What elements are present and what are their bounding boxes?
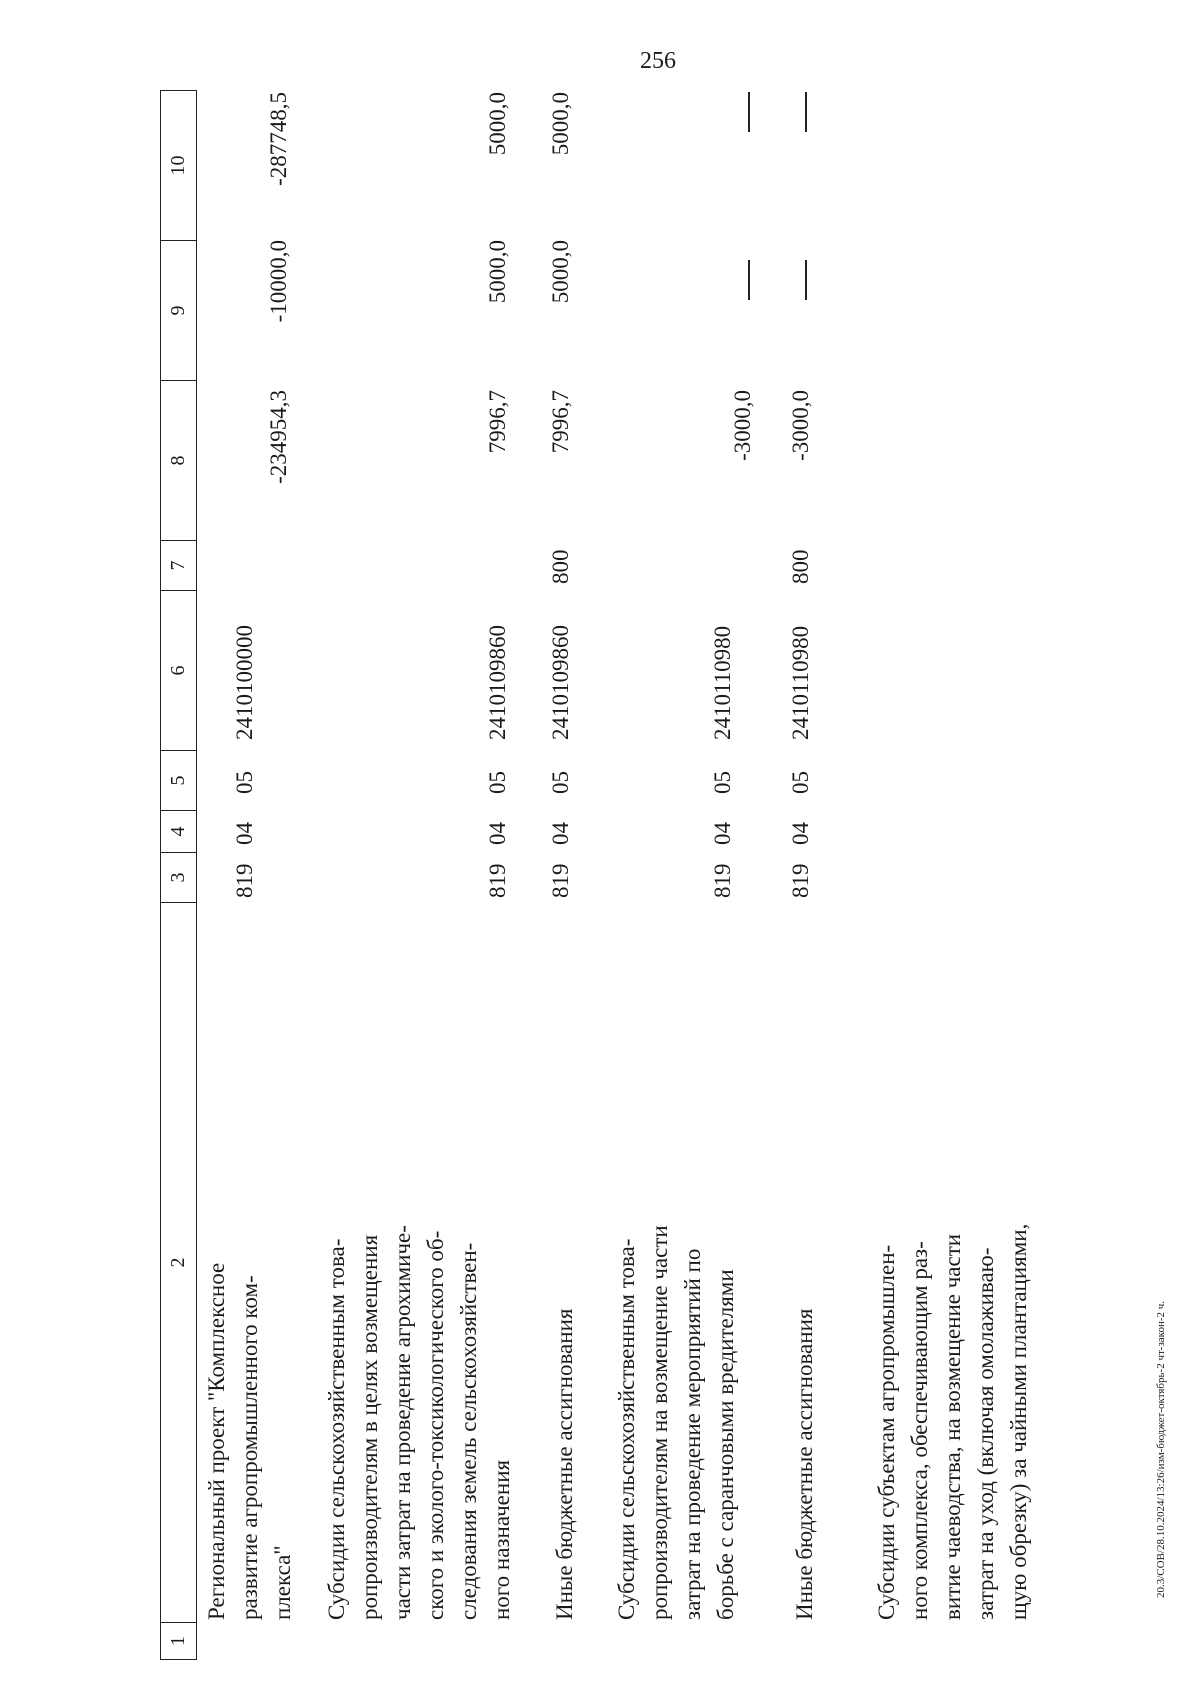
row-description-line: ного назначения — [489, 1459, 514, 1620]
dash-placeholder-c9 — [805, 260, 807, 300]
row-description-line: борьбе с саранчовыми вредителями — [713, 1269, 738, 1620]
row-description-line: ропроизводителям в целях возмещения — [357, 1234, 382, 1620]
cell-c6: 2410109860 — [485, 625, 510, 740]
row-description-line: части затрат на проведение агрохимиче- — [390, 1225, 415, 1620]
cell-c10: 5000,0 — [548, 92, 573, 156]
rotated-table-wrapper — [160, 85, 1060, 1660]
cell-c4: 04 — [548, 822, 573, 845]
row-description-line: Субсидии сельскохозяйственным това- — [614, 1238, 639, 1620]
cell-c5: 05 — [710, 771, 735, 794]
header-cell-6: 6 — [160, 590, 197, 750]
cell-c9: 5000,0 — [485, 240, 510, 304]
cell-c3: 819 — [710, 863, 735, 898]
cell-c3: 819 — [788, 863, 813, 898]
header-cell-7: 7 — [160, 540, 197, 590]
cell-c4: 04 — [788, 822, 813, 845]
dash-placeholder-c10 — [748, 92, 750, 132]
cell-c6: 2410109860 — [548, 625, 573, 740]
header-cell-4: 4 — [160, 810, 197, 852]
row-description — [320, 920, 518, 1620]
cell-c4: 04 — [232, 822, 257, 845]
row-description-line: плекса" — [270, 1545, 295, 1620]
row-description — [548, 920, 581, 1620]
row-description-line: затрат на уход (включая омолаживаю- — [973, 1247, 998, 1620]
header-cell-2: 2 — [160, 902, 197, 1622]
cell-c6: 2410110980 — [788, 625, 813, 740]
cell-c6: 2410110980 — [710, 625, 735, 740]
cell-c8: -3000,0 — [788, 390, 813, 461]
header-cell-10: 10 — [160, 90, 197, 240]
footer-note: 20.3/СОВ/28.10.2024/13:26/изм-бюджет-октябрь-2 чт-закон-2 ч. — [1155, 1300, 1167, 1598]
row-description-line: следования земель сельскохозяйствен- — [456, 1242, 481, 1620]
cell-c4: 04 — [710, 822, 735, 845]
budget-table — [160, 85, 1060, 1660]
cell-c8: -234954,3 — [266, 390, 291, 484]
cell-c7: 800 — [788, 549, 813, 584]
row-description — [870, 920, 1035, 1620]
row-description-line: Иные бюджетные ассигнования — [552, 1308, 577, 1620]
row-description-line: затрат на проведение мероприятий по — [680, 1248, 705, 1620]
row-description-line: витие чаеводства, на возмещение части — [940, 1233, 965, 1620]
row-description-line: щую обрезку) за чайными плантациями, — [1006, 1223, 1031, 1620]
row-description-line: ного комплекса, обеспечивающим раз- — [907, 1241, 932, 1620]
dash-placeholder-c10 — [805, 92, 807, 132]
cell-c7: 800 — [548, 549, 573, 584]
header-cell-1: 1 — [160, 1622, 197, 1660]
header-cell-3: 3 — [160, 852, 197, 902]
row-description-line: ропроизводителям на возмещение части — [647, 1225, 672, 1620]
cell-c5: 05 — [548, 771, 573, 794]
header-cell-5: 5 — [160, 750, 197, 810]
cell-c8: 7996,7 — [485, 390, 510, 454]
row-description-line: Субсидии субъектам агропромышлен- — [874, 1244, 899, 1620]
cell-c4: 04 — [485, 822, 510, 845]
cell-c5: 05 — [232, 771, 257, 794]
cell-c9: 5000,0 — [548, 240, 573, 304]
dash-placeholder-c9 — [748, 260, 750, 300]
row-description — [788, 920, 821, 1620]
cell-c3: 819 — [548, 863, 573, 898]
cell-c10: 5000,0 — [485, 92, 510, 156]
cell-c5: 05 — [485, 771, 510, 794]
row-description-line: Региональный проект "Комплексное — [204, 1262, 229, 1620]
cell-c3: 819 — [232, 863, 257, 898]
row-description — [610, 920, 742, 1620]
cell-c8: 7996,7 — [548, 390, 573, 454]
row-description-line: ского и эколого-токсикологического об- — [423, 1230, 448, 1620]
row-description-line: развитие агропромышленного ком- — [237, 1275, 262, 1620]
row-description — [200, 920, 299, 1620]
row-description-line: Иные бюджетные ассигнования — [792, 1308, 817, 1620]
cell-c9: -10000,0 — [266, 240, 291, 323]
cell-c5: 05 — [788, 771, 813, 794]
cell-c8: -3000,0 — [730, 390, 755, 461]
cell-c3: 819 — [485, 863, 510, 898]
cell-c6: 2410100000 — [232, 625, 257, 740]
page-number: 256 — [640, 48, 676, 74]
header-cell-9: 9 — [160, 240, 197, 380]
cell-c10: -287748,5 — [266, 92, 291, 186]
header-cell-8: 8 — [160, 380, 197, 540]
row-description-line: Субсидии сельскохозяйственным това- — [324, 1238, 349, 1620]
